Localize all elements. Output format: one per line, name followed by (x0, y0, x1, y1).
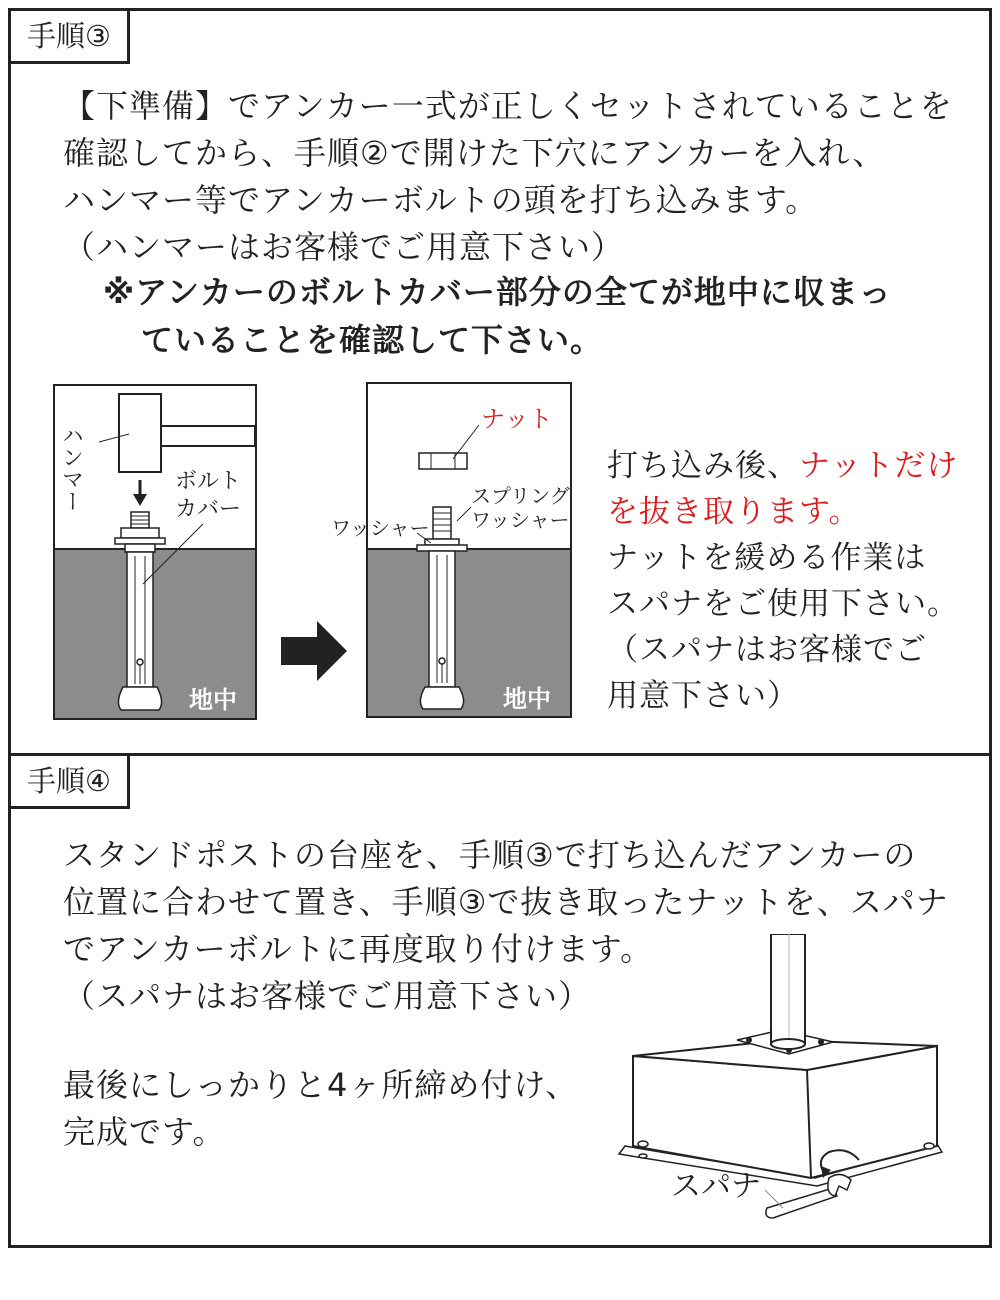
wrench-label: スパナ (671, 1169, 761, 1204)
side-instructions (607, 443, 959, 719)
step3-instructions (63, 83, 953, 271)
instruction-line: 確認してから、手順②で開けた下穴にアンカーを入れ、 (63, 134, 886, 172)
step4-final (63, 1062, 578, 1156)
side-text-highlight: を抜き取ります。 (607, 494, 861, 530)
step4-tab: 手順④ (8, 753, 130, 809)
side-text: ナットを緩める作業は (607, 540, 927, 576)
washer-label: ワッシャー (331, 516, 430, 540)
side-text: スパナをご使用下さい。 (607, 586, 959, 622)
figure-hammer-anchor (53, 384, 257, 720)
note-line-2: ていることを確認して下さい。 (141, 321, 604, 359)
final-line: 完成です。 (63, 1113, 226, 1151)
side-text-highlight: ナットだけ (799, 448, 959, 484)
nut-label: ナット (481, 405, 553, 433)
step4-panel (8, 753, 992, 1248)
instruction-line: スタンドポストの台座を、手順③で打ち込んだアンカーの (63, 836, 917, 874)
instruction-line: ハンマー等でアンカーボルトの頭を打ち込みます。 (63, 181, 819, 219)
step3-tab: 手順③ (8, 8, 130, 64)
instruction-line: （スパナはお客様でご用意下さい） (63, 977, 592, 1015)
figure-stand-base (607, 934, 957, 1234)
bolt-cover-label: カバー (175, 497, 242, 522)
instruction-line: でアンカーボルトに再度取り付けます。 (63, 930, 654, 968)
pole-icon (771, 934, 805, 1049)
side-text: 打ち込み後、 (607, 448, 799, 484)
instruction-line: 【下準備】でアンカー一式が正しくセットされていることを (63, 87, 953, 125)
instruction-line: （ハンマーはお客様でご用意下さい） (63, 228, 625, 266)
bolt-cover-label: ボルト (175, 469, 242, 494)
spring-washer-label: ワッシャー (471, 508, 570, 532)
note-line-1: ※アンカーのボルトカバー部分の全てが地中に収まっ (103, 273, 892, 311)
spring-washer-label: スプリング (471, 484, 570, 508)
figure-nut-removed (307, 381, 577, 721)
ground-label: 地中 (189, 686, 237, 714)
side-text: 用意下さい） (607, 678, 799, 714)
ground-label: 地中 (503, 685, 551, 713)
final-line: 最後にしっかりと4ヶ所締め付け、 (63, 1066, 579, 1104)
step3-panel (8, 8, 992, 756)
side-text: （スパナはお客様でご (607, 632, 927, 668)
instruction-line: 位置に合わせて置き、手順③で抜き取ったナットを、スパナ (63, 883, 949, 921)
nut-icon (419, 453, 467, 469)
hammer-label: ハンマー (58, 424, 84, 512)
